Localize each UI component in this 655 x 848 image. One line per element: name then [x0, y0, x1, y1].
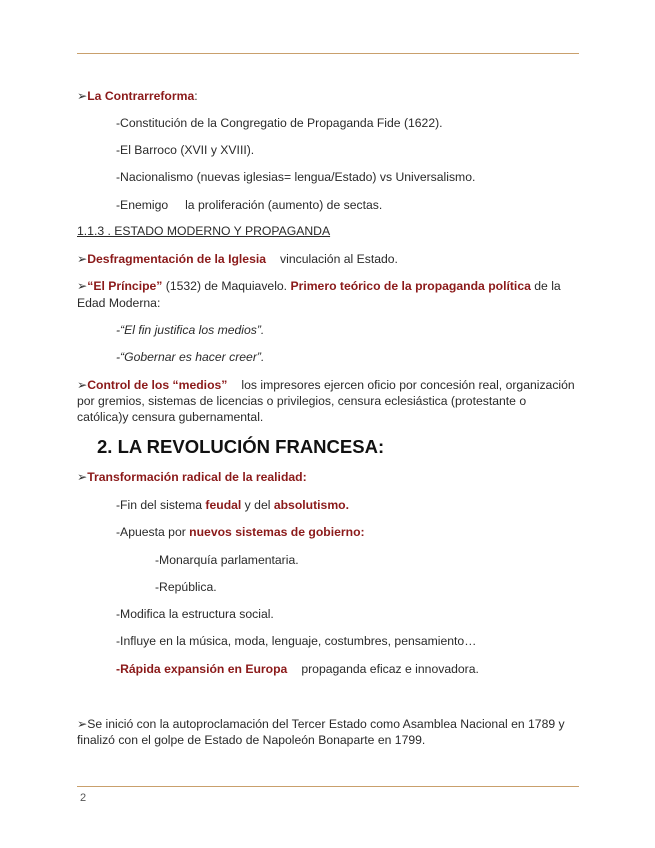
list-item: -República.: [155, 580, 217, 594]
transformacion-heading: ➢Transformación radical de la realidad:: [77, 470, 307, 484]
list-item: -Constitución de la Congregatio de Propaganda Fide (1622).: [116, 116, 443, 130]
list-item: -Influye en la música, moda, lenguaje, costumbres, pensamiento…: [116, 634, 477, 648]
arrow-bullet-icon: ➢: [77, 279, 88, 293]
arrow-bullet-icon: ➢: [77, 89, 88, 103]
arrow-bullet-icon: ➢: [77, 717, 88, 731]
contrarreforma-title: La Contrarreforma: [87, 89, 195, 103]
list-item: -Fin del sistema feudal y del absolutismo.: [116, 498, 349, 512]
list-item: -Rápida expansión en Europa propaganda eficaz e innovadora.: [116, 662, 479, 676]
contrarreforma-heading: ➢La Contrarreforma:: [77, 89, 198, 103]
header-rule: [77, 53, 579, 54]
control-paragraph: ➢Control de los “medios” los impresores ejercen oficio por concesión real, organización: [77, 378, 575, 392]
list-item: -Enemigo la proliferación (aumento) de sectas.: [116, 198, 383, 212]
footer-rule: [77, 786, 579, 787]
section-heading: 2. LA REVOLUCIÓN FRANCESA:: [97, 436, 385, 457]
principe-paragraph: ➢“El Príncipe” (1532) de Maquiavelo. Primero teórico de la propaganda política de la: [77, 279, 561, 293]
list-item: -Apuesta por nuevos sistemas de gobierno:: [116, 525, 365, 539]
page-number: 2: [80, 792, 87, 804]
list-item: -Modifica la estructura social.: [116, 607, 274, 621]
subheading: 1.1.3 . ESTADO MODERNO Y PROPAGANDA: [77, 224, 331, 238]
list-item: -El Barroco (XVII y XVIII).: [116, 143, 255, 157]
principe-line2: Edad Moderna:: [77, 296, 161, 310]
quote: -“Gobernar es hacer creer”.: [116, 350, 265, 364]
list-item: -Nacionalismo (nuevas iglesias= lengua/Estado) vs Universalismo.: [116, 170, 476, 184]
arrow-bullet-icon: ➢: [77, 470, 88, 484]
closing-paragraph: ➢Se inició con la autoproclamación del Tercer Estado como Asamblea Nacional en 1789 y: [77, 717, 565, 731]
quote: -“El fin justifica los medios”.: [116, 323, 265, 337]
arrow-bullet-icon: ➢: [77, 252, 88, 266]
control-line3: católica)y censura gubernamental.: [77, 410, 264, 424]
arrow-bullet-icon: ➢: [77, 378, 88, 392]
desfragmentacion-paragraph: ➢Desfragmentación de la Iglesia vinculación al Estado.: [77, 252, 398, 266]
control-line2: por gremios, sistemas de licencias o privilegios, censura eclesiástica (protestante o: [77, 394, 527, 408]
closing-line2: finalizó con el golpe de Estado de Napoleón Bonaparte en 1799.: [77, 733, 426, 747]
list-item: -Monarquía parlamentaria.: [155, 553, 299, 567]
